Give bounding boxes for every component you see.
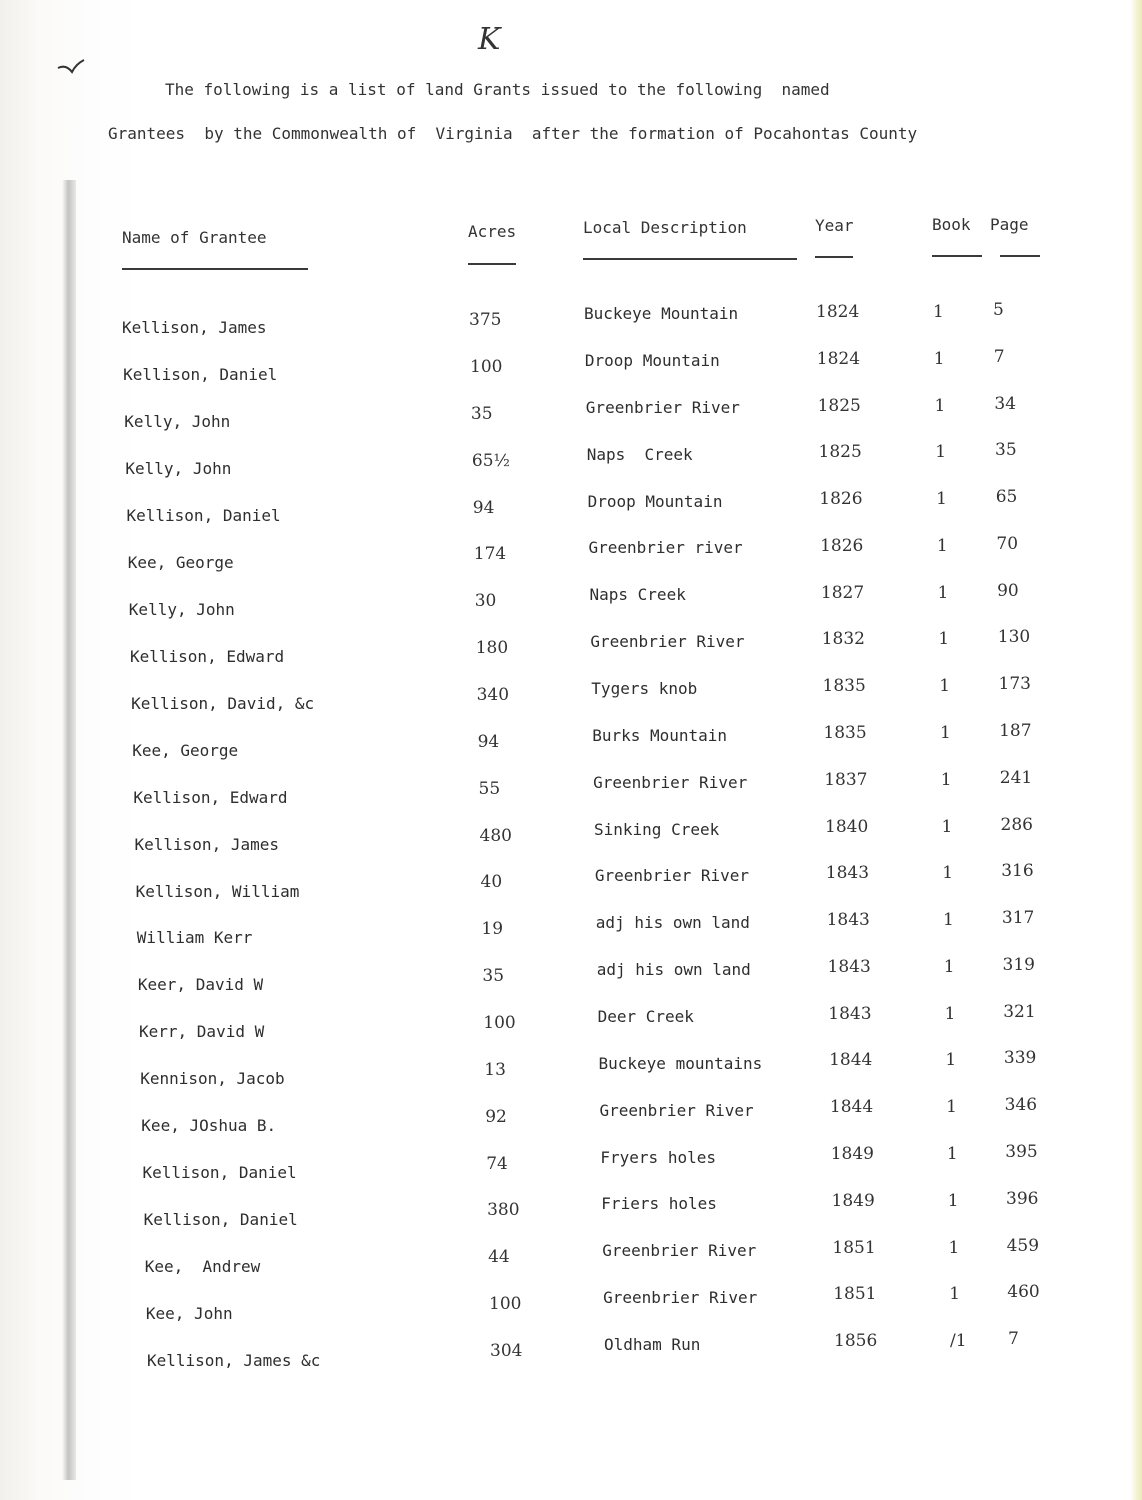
cell-page: 316	[1001, 861, 1034, 882]
cell-description: Greenbrier River	[593, 772, 748, 792]
cell-book: 1	[944, 1003, 956, 1024]
cell-page: 241	[999, 767, 1033, 788]
cell-page: 286	[1000, 814, 1033, 835]
cell-acres: 94	[477, 731, 500, 752]
cell-book: 1	[936, 535, 948, 556]
cell-acres: 13	[484, 1059, 506, 1080]
cell-page: 187	[999, 721, 1032, 741]
cell-year: 1825	[817, 395, 861, 416]
cell-description: Friers holes	[601, 1194, 717, 1214]
cell-acres: 35	[470, 403, 493, 424]
cell-description: Droop Mountain	[584, 350, 720, 370]
cell-description: Greenbrier river	[588, 538, 743, 558]
cell-year: 1843	[827, 956, 871, 977]
cell-acres: 380	[487, 1200, 520, 1221]
cell-book: 1	[936, 489, 947, 510]
header-underline	[1000, 255, 1040, 257]
page-edge	[1130, 0, 1142, 1500]
cell-acres: 44	[488, 1247, 510, 1268]
cell-acres: 94	[472, 497, 495, 518]
cell-description: Greenbrier River	[602, 1241, 757, 1261]
cell-book: 1	[942, 863, 954, 884]
cell-name: Kelly, John	[128, 599, 235, 619]
header-underline	[468, 263, 516, 265]
cell-page: 5	[993, 300, 1004, 320]
cell-book: 1	[946, 1143, 958, 1164]
cell-acres: 100	[489, 1294, 522, 1315]
cell-description: Greenbrier River	[590, 632, 745, 651]
cell-book: 1	[945, 1050, 957, 1071]
cell-year: 1837	[824, 769, 868, 790]
cell-page: 321	[1003, 1001, 1036, 1022]
cell-description: Burks Mountain	[592, 725, 728, 745]
cell-acres: 35	[482, 966, 505, 987]
cell-name: Kelly, John	[125, 458, 232, 478]
cell-year: 1843	[828, 1003, 872, 1024]
header-underline	[583, 258, 797, 260]
binding-shadow	[62, 180, 76, 1480]
cell-name: Kerr, David W	[139, 1022, 265, 1042]
cell-page: 130	[997, 627, 1031, 648]
cell-year: 1851	[833, 1284, 877, 1305]
cell-page: 34	[994, 393, 1017, 414]
cell-page: 70	[996, 533, 1019, 554]
cell-year: 1856	[834, 1331, 878, 1351]
cell-year: 1843	[826, 910, 870, 930]
cell-name: Kee, George	[132, 740, 239, 760]
cell-book: 1	[948, 1237, 960, 1258]
cell-acres: 30	[474, 591, 497, 612]
cell-year: 1835	[822, 676, 866, 697]
cell-name: Kelly, John	[124, 411, 231, 431]
cell-book: 1	[946, 1097, 957, 1118]
intro-line-1: The following is a list of land Grants issued to the following named	[165, 80, 830, 99]
cell-year: 1844	[829, 1097, 874, 1118]
cell-book: 1	[935, 442, 947, 463]
cell-year: 1835	[823, 723, 867, 743]
cell-page: 346	[1004, 1095, 1038, 1116]
cell-name: Kennison, Jacob	[140, 1069, 285, 1089]
cell-book: 1	[934, 395, 946, 416]
pen-mark-icon	[50, 50, 90, 90]
cell-book: 1	[943, 956, 955, 977]
cell-acres: 19	[481, 919, 504, 940]
cell-description: Greenbrier River	[599, 1100, 754, 1120]
cell-acres: 375	[469, 310, 502, 330]
cell-name: Kee, George	[127, 552, 234, 572]
column-header-description: Local Description	[583, 218, 747, 237]
intro-line-2: Grantees by the Commonwealth of Virginia after the formation of Pocahontas County	[108, 124, 918, 143]
cell-acres: 480	[479, 825, 512, 846]
cell-book: 1	[940, 769, 952, 790]
cell-name: Kee, John	[145, 1304, 233, 1323]
cell-book: 1	[933, 348, 945, 369]
cell-year: 1844	[829, 1050, 873, 1071]
cell-year: 1827	[820, 582, 865, 603]
cell-year: 1832	[821, 629, 865, 650]
cell-description: Sinking Creek	[594, 819, 720, 839]
cell-year: 1849	[830, 1143, 874, 1164]
cell-name: Kellison, William	[135, 881, 300, 901]
cell-page: 173	[998, 674, 1031, 695]
cell-name: Kellison, Daniel	[123, 365, 278, 384]
cell-acres: 100	[470, 356, 503, 377]
cell-acres: 304	[490, 1341, 523, 1361]
cell-name: Kee, Andrew	[144, 1257, 261, 1277]
cell-name: Keer, David W	[137, 975, 264, 995]
cell-year: 1840	[825, 816, 869, 837]
cell-page: 460	[1007, 1282, 1040, 1303]
cell-book: 1	[937, 582, 949, 603]
cell-book: 1	[940, 723, 951, 743]
cell-year: 1843	[825, 863, 870, 884]
cell-description: adj his own land	[595, 913, 750, 933]
cell-book: 1	[933, 302, 944, 322]
cell-name: Kellison, Edward	[130, 646, 285, 666]
cell-page: 459	[1006, 1235, 1040, 1256]
cell-book: /1	[950, 1331, 967, 1351]
cell-acres: 40	[480, 872, 503, 893]
cell-description: Naps Creek	[589, 585, 686, 605]
cell-acres: 100	[483, 1013, 516, 1033]
cell-year: 1849	[831, 1190, 875, 1211]
cell-description: Fryers holes	[600, 1147, 716, 1167]
cell-description: Buckeye mountains	[598, 1053, 763, 1073]
cell-year: 1824	[816, 348, 861, 369]
cell-acres: 92	[485, 1106, 507, 1127]
cell-description: Oldham Run	[604, 1335, 701, 1354]
cell-year: 1825	[818, 442, 862, 463]
cell-page: 7	[993, 346, 1005, 367]
cell-description: Greenbrier River	[594, 866, 750, 886]
cell-name: Kellison, Daniel	[143, 1210, 298, 1230]
index-letter: K	[478, 22, 501, 57]
cell-page: 90	[997, 580, 1019, 601]
cell-description: adj his own land	[596, 960, 751, 980]
cell-name: Kellison, James	[122, 318, 267, 337]
cell-page: 35	[995, 440, 1017, 461]
cell-year: 1826	[819, 489, 863, 510]
cell-name: Kee, JOshua B.	[141, 1116, 277, 1136]
cell-year: 1851	[832, 1237, 876, 1258]
cell-page: 317	[1001, 908, 1035, 928]
column-header-name: Name of Grantee	[122, 228, 267, 247]
cell-description: Greenbrier River	[585, 397, 740, 417]
cell-page: 396	[1006, 1188, 1039, 1209]
cell-book: 1	[943, 910, 954, 930]
cell-book: 1	[938, 629, 950, 650]
cell-name: Kellison, James &c	[147, 1351, 321, 1370]
cell-acres: 74	[486, 1153, 508, 1174]
cell-description: Greenbrier River	[603, 1288, 758, 1308]
cell-description: Deer Creek	[597, 1007, 694, 1026]
header-underline	[932, 255, 982, 257]
column-header-page: Page	[990, 215, 1029, 234]
cell-acres: 65½	[471, 450, 510, 471]
cell-description: Droop Mountain	[587, 491, 723, 511]
cell-name: Kellison, Daniel	[126, 505, 281, 525]
cell-year: 1824	[816, 302, 860, 322]
cell-acres: 174	[473, 544, 507, 565]
cell-description: Buckeye Mountain	[584, 304, 739, 323]
cell-name: Kellison, Daniel	[142, 1163, 297, 1183]
cell-acres: 340	[476, 684, 510, 705]
cell-page: 7	[1008, 1329, 1019, 1349]
cell-book: 1	[949, 1284, 961, 1305]
cell-description: Tygers knob	[591, 678, 698, 698]
cell-name: Kellison, David, &c	[131, 693, 315, 713]
cell-name: Kellison, Edward	[133, 787, 288, 807]
cell-book: 1	[941, 816, 953, 837]
cell-acres: 55	[478, 778, 501, 799]
cell-page: 319	[1002, 954, 1035, 975]
cell-page: 339	[1003, 1048, 1037, 1069]
cell-description: Naps Creek	[586, 444, 693, 464]
cell-book: 1	[939, 676, 951, 697]
cell-page: 395	[1005, 1141, 1038, 1162]
column-header-acres: Acres	[468, 222, 517, 241]
cell-name: William Kerr	[136, 928, 253, 948]
cell-page: 65	[995, 487, 1018, 508]
column-header-book: Book	[932, 215, 971, 234]
header-underline	[815, 256, 853, 258]
cell-name: Kellison, James	[134, 834, 279, 854]
cell-book: 1	[947, 1190, 959, 1211]
cell-acres: 180	[475, 638, 509, 658]
header-underline	[122, 268, 308, 270]
cell-year: 1826	[820, 535, 864, 556]
column-header-year: Year	[815, 216, 854, 235]
